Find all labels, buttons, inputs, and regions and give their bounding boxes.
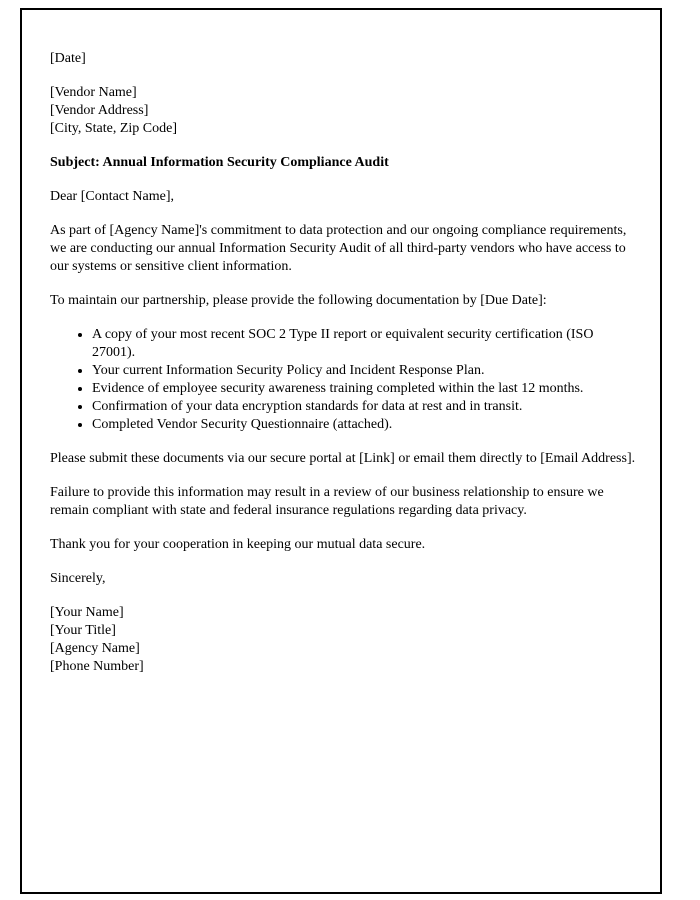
letter-document	[20, 8, 662, 894]
list-item: • A copy of your most recent SOC 2 Type II report or equivalent security certification (ISO 27001).	[92, 326, 638, 362]
vendor-city-line: [City, State, Zip Code]	[50, 121, 178, 136]
list-item: • Evidence of employee security awareness training completed within the last 12 months.	[92, 380, 638, 398]
list-item: • Completed Vendor Security Questionnaire (attached).	[92, 416, 638, 434]
vendor-address-block	[50, 84, 638, 138]
vendor-name-line: [Vendor Name]	[50, 85, 137, 100]
requirements-list	[50, 326, 638, 434]
paragraph-failure-notice: Failure to provide this information may result in a review of our business relationship to ensure we remain compliant with state and federal insurance regulations regarding data privacy.	[50, 485, 604, 518]
date-placeholder: [Date]	[50, 51, 86, 66]
subject-line: Subject: Annual Information Security Compliance Audit	[50, 155, 389, 170]
list-item: • Your current Information Security Policy and Incident Response Plan.	[92, 362, 638, 380]
paragraph-thanks: Thank you for your cooperation in keeping our mutual data secure.	[50, 537, 426, 552]
signature-block	[50, 604, 638, 676]
paragraph-request: To maintain our partnership, please provide the following documentation by [Due Date]:	[50, 293, 547, 308]
signature-name-line: [Your Name]	[50, 605, 124, 620]
list-item: • Confirmation of your data encryption standards for data at rest and in transit.	[92, 398, 638, 416]
paragraph-submission: Please submit these documents via our secure portal at [Link] or email them directly to [Email Address].	[50, 451, 636, 466]
signature-agency-line: [Agency Name]	[50, 641, 140, 656]
vendor-address-line: [Vendor Address]	[50, 103, 149, 118]
closing: Sincerely,	[50, 571, 106, 586]
salutation: Dear [Contact Name],	[50, 189, 174, 204]
signature-phone-line: [Phone Number]	[50, 659, 144, 674]
signature-title-line: [Your Title]	[50, 623, 116, 638]
paragraph-intro: As part of [Agency Name]'s commitment to data protection and our ongoing compliance requirements, we are conducting our annual Information Security Audit of all third-party vendors who have access to our systems or sensitive client information.	[50, 223, 627, 274]
